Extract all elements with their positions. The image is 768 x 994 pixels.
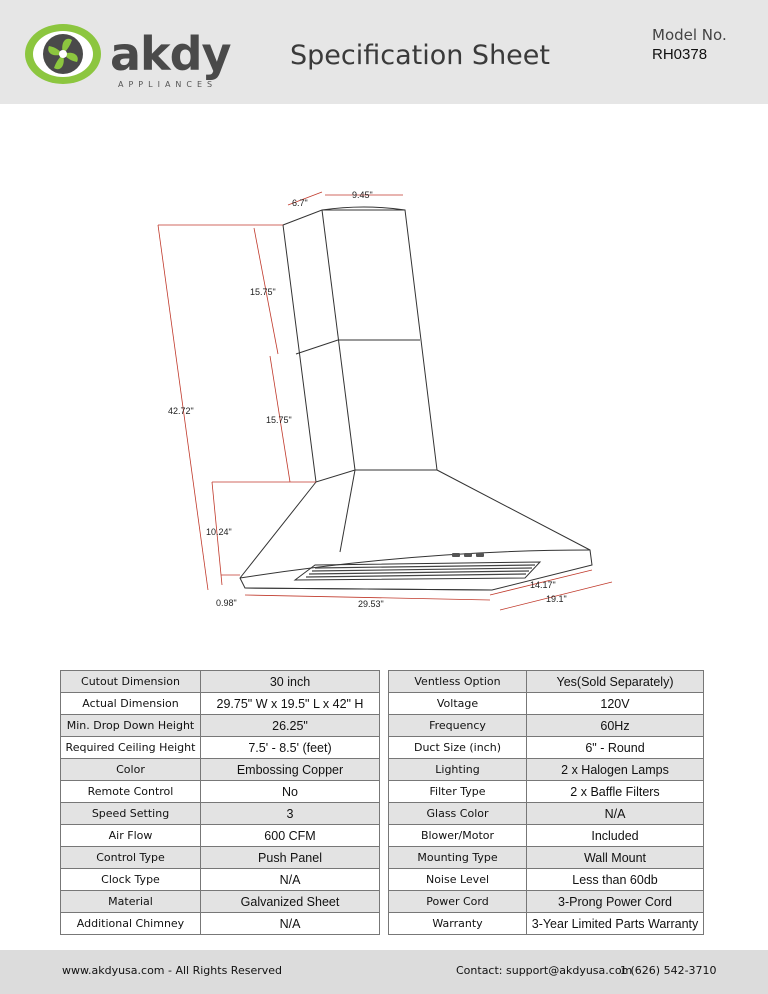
model-label: Model No. [652, 26, 727, 44]
spec-value: Embossing Copper [201, 759, 380, 781]
spec-label: Frequency [389, 715, 527, 737]
spec-value: N/A [201, 869, 380, 891]
spec-label: Lighting [389, 759, 527, 781]
table-row [389, 847, 704, 869]
spec-label: Power Cord [389, 891, 527, 913]
spec-value: 3 [201, 803, 380, 825]
spec-table-right [388, 670, 704, 935]
range-hood-diagram [0, 170, 768, 630]
table-row [61, 803, 380, 825]
dim-base-thickness: 0.98" [216, 598, 237, 608]
dim-top-width: 9.45" [352, 190, 373, 200]
page-header [0, 0, 768, 104]
table-row [389, 869, 704, 891]
fan-logo-icon [22, 18, 104, 88]
table-row [61, 781, 380, 803]
spec-value: 26.25" [201, 715, 380, 737]
dim-width: 29.53" [358, 599, 384, 609]
spec-label: Control Type [61, 847, 201, 869]
table-row [389, 913, 704, 935]
spec-label: Ventless Option [389, 671, 527, 693]
spec-label: Cutout Dimension [61, 671, 201, 693]
dim-top-depth: 6.7" [292, 198, 308, 208]
spec-label: Filter Type [389, 781, 527, 803]
spec-value: Galvanized Sheet [201, 891, 380, 913]
spec-value: 60Hz [527, 715, 704, 737]
table-row [389, 693, 704, 715]
spec-value: N/A [201, 913, 380, 935]
table-row [61, 913, 380, 935]
range-hood-drawing [0, 170, 768, 630]
table-row [61, 891, 380, 913]
footer-contact-email: Contact: support@akdyusa.com [456, 964, 633, 977]
page-footer [0, 950, 768, 994]
table-row [389, 715, 704, 737]
table-row [61, 715, 380, 737]
spec-label: Speed Setting [61, 803, 201, 825]
spec-value: Less than 60db [527, 869, 704, 891]
logo-wordmark: akdy [110, 27, 231, 81]
spec-value: 6" - Round [527, 737, 704, 759]
table-row [61, 847, 380, 869]
spec-value: 7.5' - 8.5' (feet) [201, 737, 380, 759]
spec-label: Warranty [389, 913, 527, 935]
spec-value: 120V [527, 693, 704, 715]
spec-label: Glass Color [389, 803, 527, 825]
spec-value: 600 CFM [201, 825, 380, 847]
spec-value: 2 x Halogen Lamps [527, 759, 704, 781]
spec-value: 3-Year Limited Parts Warranty [527, 913, 704, 935]
table-row [389, 803, 704, 825]
spec-label: Color [61, 759, 201, 781]
table-row [61, 759, 380, 781]
spec-value: No [201, 781, 380, 803]
table-row [61, 737, 380, 759]
spec-label: Voltage [389, 693, 527, 715]
table-row [61, 825, 380, 847]
brand-logo [22, 18, 242, 88]
table-row [389, 737, 704, 759]
table-row [61, 671, 380, 693]
spec-value: Wall Mount [527, 847, 704, 869]
dim-depth: 19.1" [546, 594, 567, 604]
table-row [389, 891, 704, 913]
spec-label: Mounting Type [389, 847, 527, 869]
spec-value: 30 inch [201, 671, 380, 693]
spec-label: Min. Drop Down Height [61, 715, 201, 737]
table-row [61, 869, 380, 891]
spec-value: 29.75" W x 19.5" L x 42" H [201, 693, 380, 715]
model-number: RH0378 [652, 46, 708, 63]
footer-website: www.akdyusa.com - All Rights Reserved [62, 964, 282, 977]
spec-value: N/A [527, 803, 704, 825]
logo-subtext: APPLIANCES [118, 80, 218, 89]
spec-label: Duct Size (inch) [389, 737, 527, 759]
spec-value: Push Panel [201, 847, 380, 869]
dim-total-height: 42.72" [168, 406, 194, 416]
spec-label: Noise Level [389, 869, 527, 891]
table-row [389, 781, 704, 803]
spec-label: Blower/Motor [389, 825, 527, 847]
table-row [61, 693, 380, 715]
spec-label: Required Ceiling Height [61, 737, 201, 759]
spec-value: Yes(Sold Separately) [527, 671, 704, 693]
table-row [389, 825, 704, 847]
dim-lower-chimney: 15.75" [266, 415, 292, 425]
spec-value: Included [527, 825, 704, 847]
dim-canopy-height: 10.24" [206, 527, 232, 537]
table-row [389, 759, 704, 781]
spec-table-left [60, 670, 380, 935]
spec-label: Clock Type [61, 869, 201, 891]
spec-label: Additional Chimney [61, 913, 201, 935]
footer-phone: 1 (626) 542-3710 [620, 964, 717, 977]
table-row [389, 671, 704, 693]
dim-inner-depth: 14.17" [530, 580, 556, 590]
spec-value: 2 x Baffle Filters [527, 781, 704, 803]
spec-label: Air Flow [61, 825, 201, 847]
spec-label: Actual Dimension [61, 693, 201, 715]
spec-label: Remote Control [61, 781, 201, 803]
page-title: Specification Sheet [290, 40, 550, 71]
dim-upper-chimney: 15.75" [250, 287, 276, 297]
spec-label: Material [61, 891, 201, 913]
spec-value: 3-Prong Power Cord [527, 891, 704, 913]
